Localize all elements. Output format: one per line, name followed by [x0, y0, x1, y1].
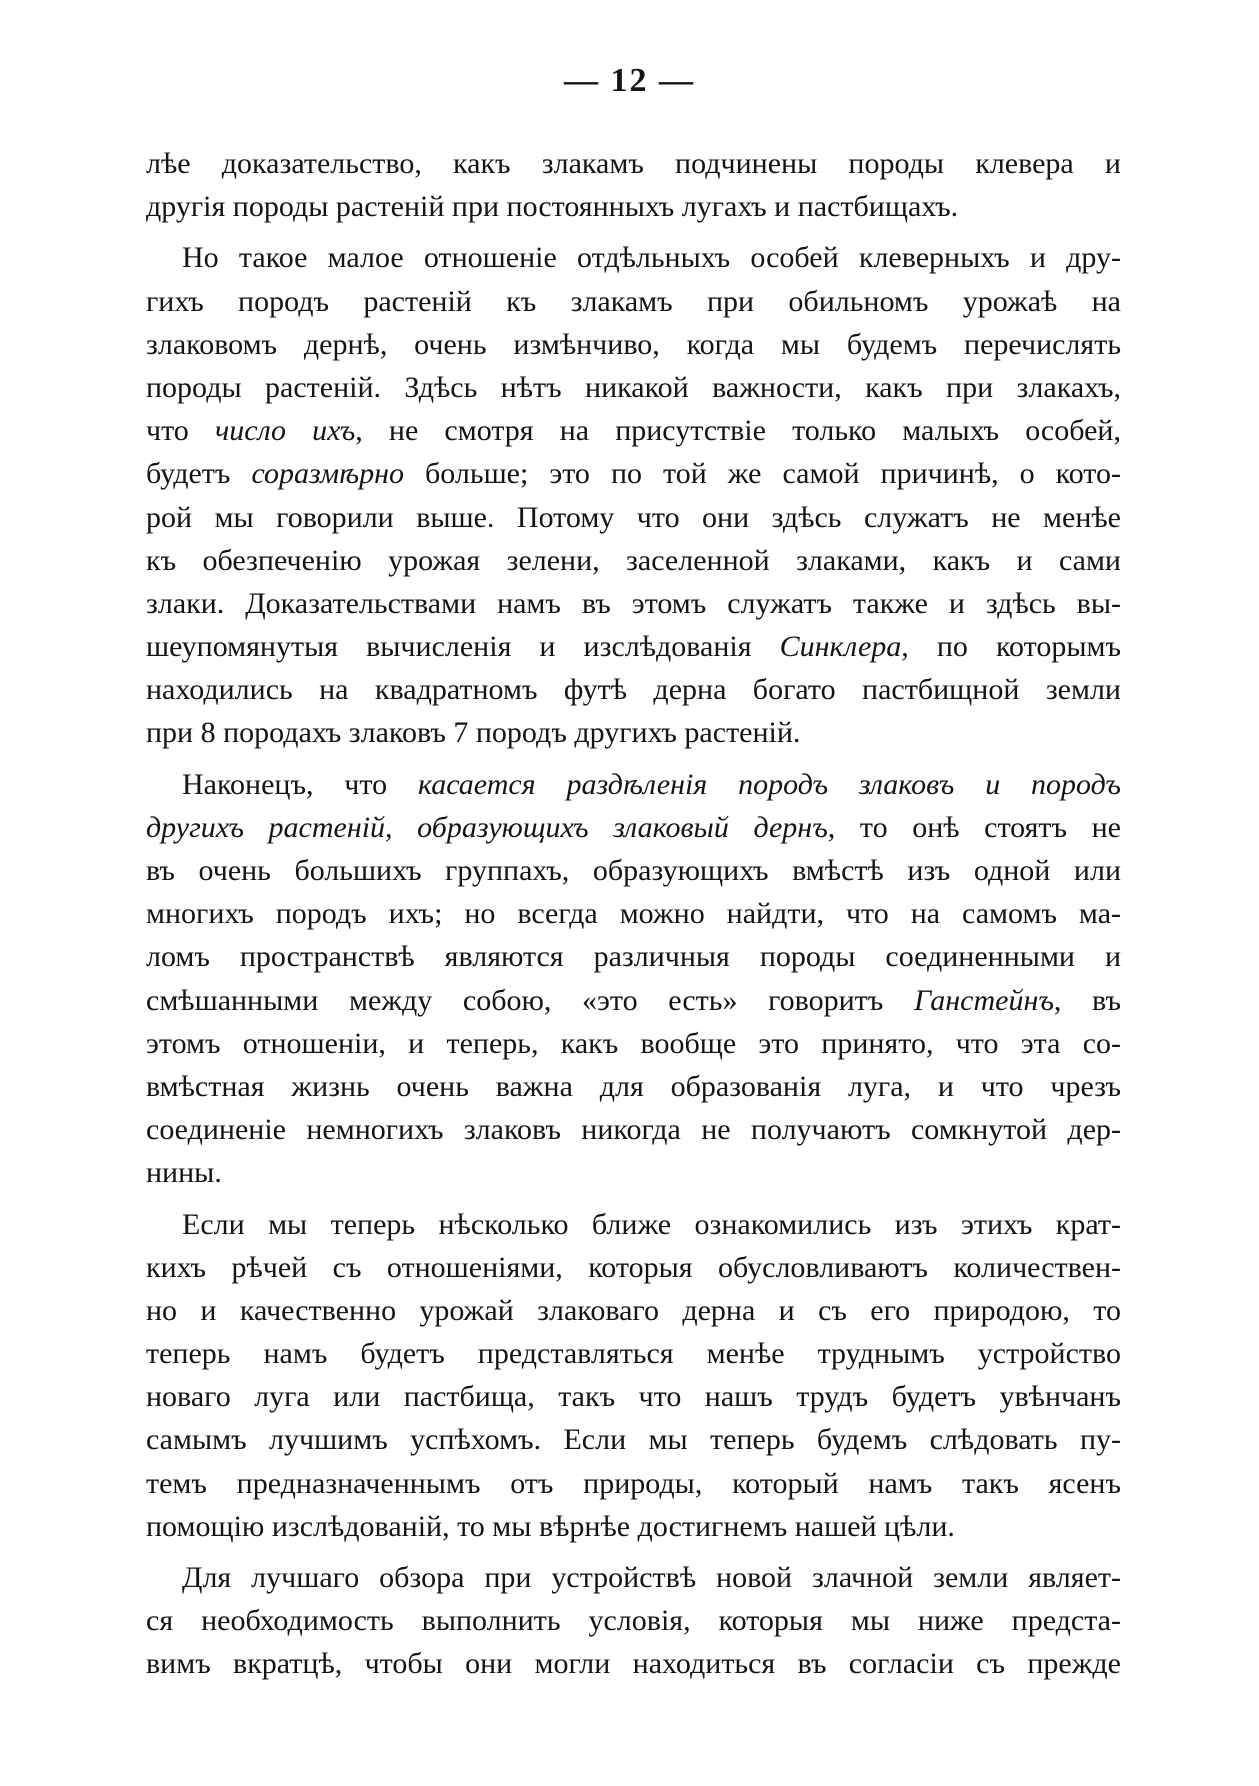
text-line: шеупомянутыя вычисленія и изслѣдованія Синклера, по которымъ	[146, 630, 1121, 664]
text-line: помощію изслѣдованій, то мы вѣрнѣе достигнемъ нашей цѣли.	[146, 1509, 955, 1543]
text-line: ся необходимость выполнить условія, которыя мы ниже предста-	[146, 1604, 1121, 1638]
italic-name: Ганстейнъ	[913, 983, 1054, 1017]
text-line: въ очень большихъ группахъ, образующихъ вмѣстѣ изъ одной или	[146, 854, 1121, 887]
text-line: соединеніе немногихъ злаковъ никогда не получаютъ сомкнутой дер-	[146, 1113, 1121, 1147]
text-line: ломъ пространствѣ являются различныя породы соединенными и	[146, 940, 1121, 974]
text-line: кихъ рѣчей съ отношеніями, которыя обусловливаютъ количествен-	[146, 1250, 1121, 1284]
page-number: — 12 —	[564, 62, 695, 99]
text-line: злаковомъ дернѣ, очень измѣнчиво, когда мы будемъ перечислять	[146, 327, 1121, 361]
italic-term: соразмѣрно	[251, 457, 405, 491]
text-line: многихъ породъ ихъ; но всегда можно найдти, что на самомъ ма-	[146, 897, 1121, 931]
italic-phrase: другихъ растеній, образующихъ злаковый дернъ	[146, 810, 828, 844]
italic-term: число ихъ	[214, 414, 356, 448]
text-line: темъ предназначеннымъ отъ природы, который намъ такъ ясенъ	[146, 1466, 1121, 1500]
text-line: гихъ породъ растеній къ злакамъ при обильномъ урожаѣ на	[146, 284, 1121, 318]
text-line: другія породы растеній при постоянныхъ лугахъ и пастбищахъ.	[146, 190, 959, 224]
text-line: лѣе доказательство, какъ злакамъ подчинены породы клевера и	[146, 147, 1121, 180]
text-line: злаки. Доказательствами намъ въ этомъ служатъ также и здѣсь вы-	[146, 586, 1121, 620]
text-line: породы растеній. Здѣсь нѣтъ никакой важности, какъ при злакахъ,	[146, 370, 1121, 404]
text-line: нины.	[146, 1156, 222, 1190]
text-line: Наконецъ, что касается раздѣленія породъ злаковъ и породъ	[182, 767, 1121, 801]
text-line: новаго луга или пастбища, такъ что нашъ трудъ будетъ увѣнчанъ	[146, 1380, 1121, 1414]
body-text	[146, 142, 1121, 1686]
italic-name: Синклера	[779, 630, 902, 664]
text-line: смѣшанными между собою, «это есть» говоритъ Ганстейнъ, въ	[146, 983, 1121, 1017]
text-line: Для лучшаго обзора при устройствѣ новой злачной земли являет-	[182, 1561, 1121, 1594]
text-line: рой мы говорили выше. Потому что они здѣсь служатъ не менѣе	[146, 500, 1121, 534]
text-line: другихъ растеній, образующихъ злаковый дернъ, то онѣ стоятъ не	[146, 810, 1121, 844]
text-line: но и качественно урожай злаковаго дерна и съ его природою, то	[146, 1293, 1121, 1327]
italic-phrase: касается раздѣленія породъ злаковъ и породъ	[417, 767, 1121, 801]
text-line: къ обезпеченію урожая зелени, заселенной злаками, какъ и сами	[146, 543, 1121, 577]
text-line: находились на квадратномъ футѣ дерна богато пастбищной земли	[146, 673, 1121, 707]
text-line: что число ихъ, не смотря на присутствіе только малыхъ особей,	[146, 414, 1121, 448]
text-line: будетъ соразмѣрно больше; это по той же самой причинѣ, о кото-	[146, 457, 1121, 491]
text-line: Если мы теперь нѣсколько ближе ознакомились изъ этихъ крат-	[182, 1207, 1121, 1241]
text-line: этомъ отношеніи, и теперь, какъ вообще это принято, что эта со-	[146, 1026, 1121, 1060]
text-line: вимъ вкратцѣ, чтобы они могли находиться въ согласіи съ прежде	[146, 1647, 1121, 1681]
text-line: при 8 породахъ злаковъ 7 породъ другихъ растеній.	[146, 716, 801, 750]
text-line: самымъ лучшимъ успѣхомъ. Если мы теперь будемъ слѣдовать пу-	[146, 1423, 1121, 1457]
text-line: вмѣстная жизнь очень важна для образованія луга, и что чрезъ	[146, 1069, 1121, 1103]
text-line: теперь намъ будетъ представляться менѣе труднымъ устройство	[146, 1337, 1121, 1371]
text-line: Но такое малое отношеніе отдѣльныхъ особей клеверныхъ и дру-	[182, 241, 1121, 275]
